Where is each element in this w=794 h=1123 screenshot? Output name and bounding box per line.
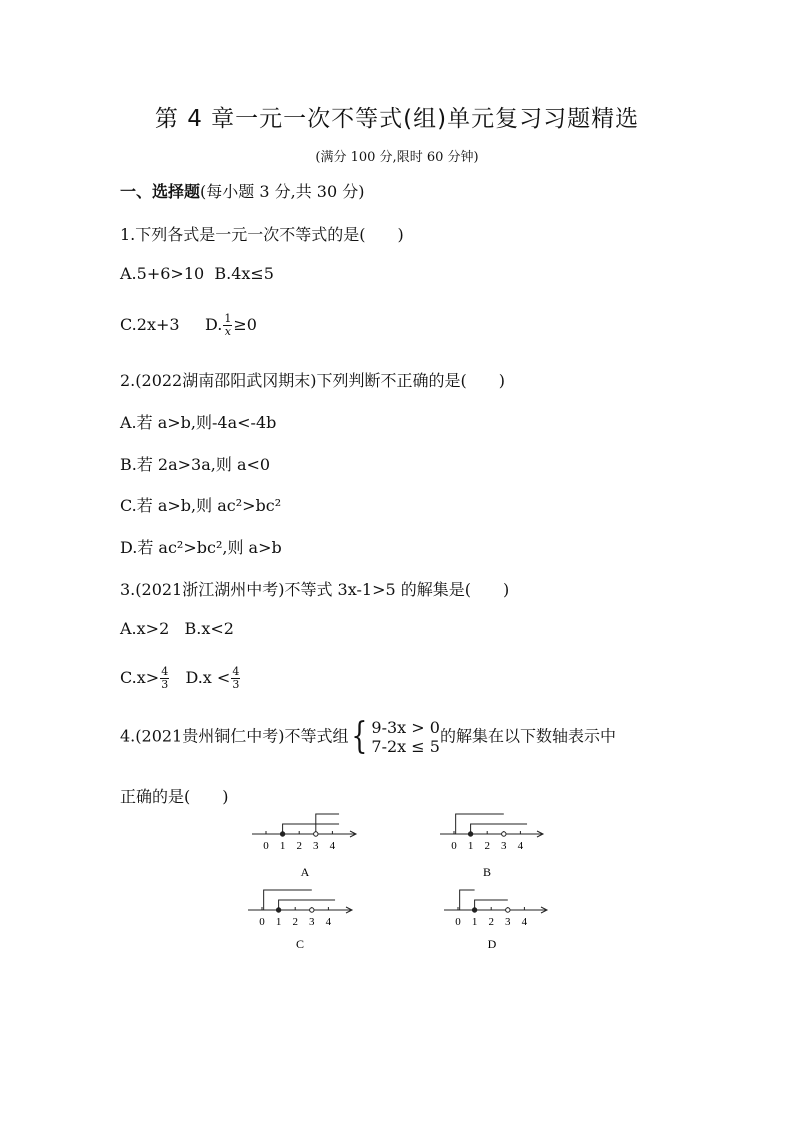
figure-caption: D [487, 937, 497, 951]
closed-endpoint [472, 908, 476, 912]
q3-option-c [120, 665, 170, 691]
q2-stem: 2.(2022湖南邵阳武冈期末)下列判断不正确的是( ) [120, 371, 505, 390]
solution-bracket [283, 824, 339, 834]
q1-option-d-fraction [223, 313, 232, 338]
figure-caption: B [482, 865, 492, 879]
q1-options-cd [120, 313, 257, 338]
solution-bracket [471, 824, 527, 834]
system-line-1: 9-3x > 0 [371, 718, 440, 737]
q1-option-d-suffix: ≥0 [233, 315, 257, 334]
open-endpoint [506, 908, 510, 912]
q3-option-a: A.x>2 [120, 619, 170, 638]
solution-bracket [279, 900, 335, 910]
fraction-numerator: 1 [224, 312, 232, 325]
tick-label: 1 [275, 916, 282, 928]
q4-stem-pre: 4.(2021贵州铜仁中考)不等式组 [120, 726, 349, 746]
q3-options-ab [120, 619, 234, 638]
tick-label: 4 [329, 840, 336, 852]
page-title: 第 4 章一元一次不等式(组)单元复习习题精选 [154, 106, 640, 132]
solution-bracket [456, 814, 504, 834]
q1-option-d [204, 312, 257, 338]
fraction-denominator: 3 [232, 678, 240, 691]
axis-arrow-icon [537, 831, 543, 837]
q4-stem-post: 的解集在以下数轴表示中 [439, 726, 616, 746]
q4-stem [120, 718, 616, 756]
q1-options-ab [120, 264, 274, 283]
axis-arrow-icon [346, 907, 352, 913]
tick-label: 4 [517, 840, 524, 852]
q3-option-d-prefix: D.x < [185, 668, 231, 687]
closed-endpoint [280, 832, 284, 836]
q2-option-c: C.若 a>b,则 ac²>bc² [120, 496, 282, 515]
q3-option-d-fraction [231, 666, 240, 691]
q2-option-b: B.若 2a>3a,则 a<0 [120, 455, 271, 474]
q1-option-b: B.4x≤5 [214, 264, 274, 283]
q3-option-c-prefix: C.x> [120, 668, 160, 687]
axis-arrow-icon [350, 831, 356, 837]
section-note: (每小题 3 分,共 30 分) [200, 182, 365, 201]
open-endpoint [314, 832, 318, 836]
figure-caption: A [300, 865, 310, 879]
tick-label: 2 [296, 840, 302, 852]
q3-options-cd [120, 666, 241, 691]
inequality-system [348, 718, 439, 756]
tick-label: 0 [451, 840, 457, 852]
closed-endpoint [468, 832, 472, 836]
fraction-numerator: 4 [161, 665, 169, 678]
tick-label: 3 [505, 916, 511, 928]
q1-option-a: A.5+6>10 [120, 264, 205, 283]
tick-label: 3 [313, 840, 319, 852]
fraction-numerator: 4 [232, 665, 240, 678]
q3-stem: 3.(2021浙江湖州中考)不等式 3x-1>5 的解集是( ) [120, 580, 510, 599]
figure-caption: C [295, 937, 305, 951]
page-subtitle: (满分 100 分,限时 60 分钟) [315, 150, 479, 165]
tick-label: 3 [309, 916, 315, 928]
tick-label: 2 [488, 916, 494, 928]
q3-option-b: B.x<2 [184, 619, 234, 638]
solution-bracket [316, 814, 339, 834]
solution-bracket [475, 900, 508, 910]
tick-label: 0 [259, 916, 265, 928]
tick-label: 0 [263, 840, 269, 852]
open-endpoint [310, 908, 314, 912]
system-line-2: 7-2x ≤ 5 [371, 737, 440, 756]
tick-label: 2 [292, 916, 298, 928]
fraction-denominator: x [224, 325, 231, 338]
q4-stem-line2: 正确的是( ) [120, 787, 229, 806]
q3-option-c-fraction [160, 666, 169, 691]
open-endpoint [502, 832, 506, 836]
tick-label: 0 [455, 916, 461, 928]
section-title: 一、选择题 [120, 182, 201, 201]
q1-option-c: C.2x+3 [120, 315, 180, 334]
tick-label: 1 [467, 840, 474, 852]
tick-label: 1 [471, 916, 478, 928]
solution-bracket [264, 890, 312, 910]
q1-stem: 1.下列各式是一元一次不等式的是( ) [120, 225, 404, 244]
tick-label: 1 [279, 840, 286, 852]
q1-option-d-prefix: D. [204, 315, 223, 334]
tick-label: 2 [484, 840, 490, 852]
tick-label: 4 [325, 916, 332, 928]
q2-option-d: D.若 ac²>bc²,则 a>b [120, 538, 282, 557]
section-heading [120, 179, 364, 202]
tick-label: 4 [521, 916, 528, 928]
left-brace: { [351, 716, 368, 757]
solution-bracket [460, 890, 475, 910]
q3-option-d [185, 665, 241, 691]
axis-arrow-icon [541, 907, 547, 913]
tick-label: 3 [501, 840, 507, 852]
closed-endpoint [276, 908, 280, 912]
fraction-denominator: 3 [161, 678, 169, 691]
q2-option-a: A.若 a>b,则-4a<-4b [120, 413, 277, 432]
